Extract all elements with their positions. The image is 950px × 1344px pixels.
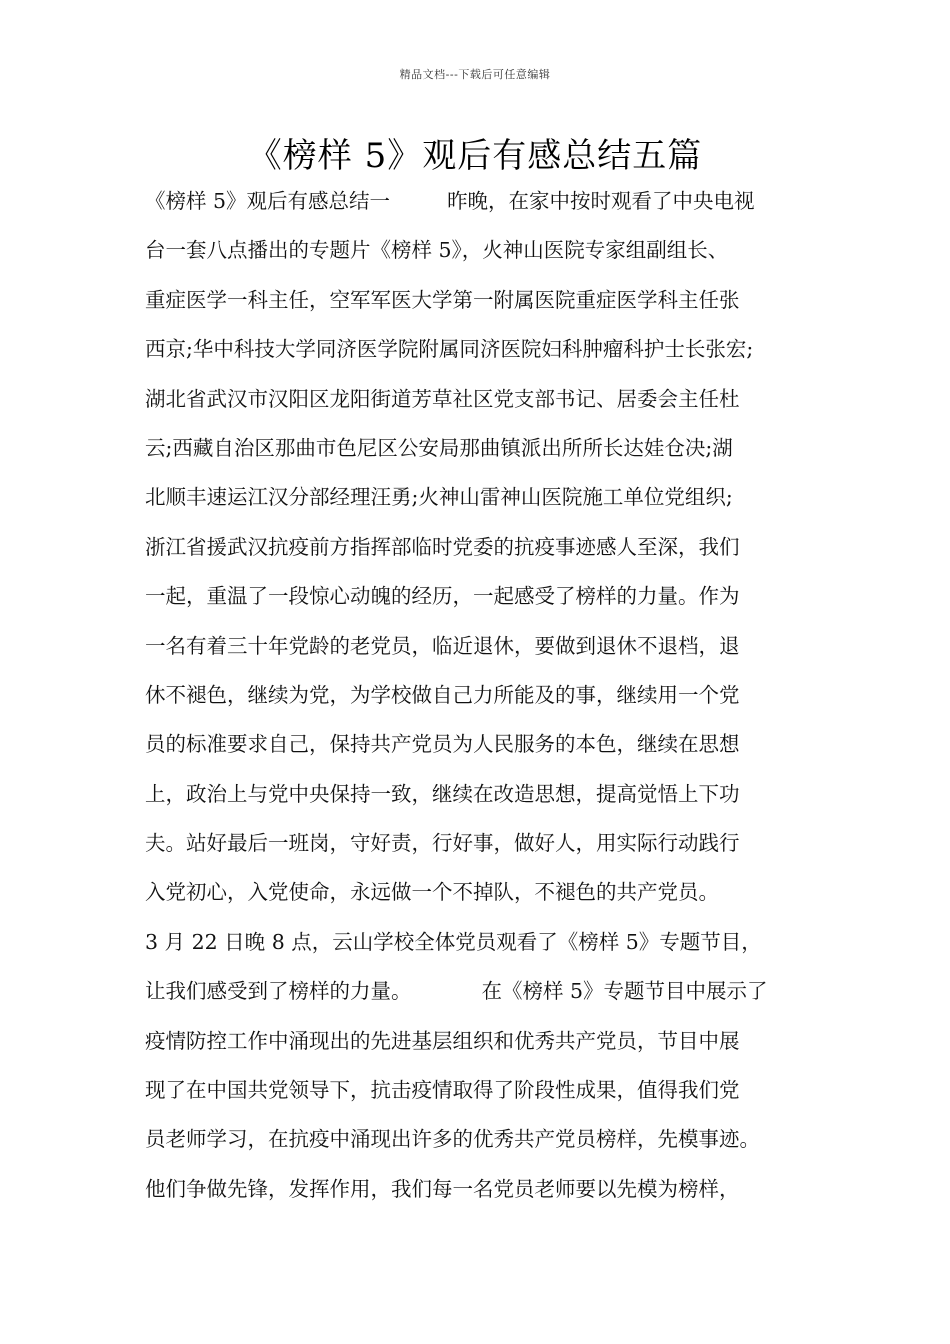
text-line	[145, 1069, 835, 1118]
text-line	[145, 723, 835, 772]
text-line-segment: 员老师学习，在抗疫中涌现出许多的优秀共产党员榜样，先模事迹。	[145, 1127, 760, 1152]
text-line-segment: 重症医学一科主任，空军军医大学第一附属医院重症医学科主任张	[145, 287, 740, 312]
text-line	[145, 180, 835, 229]
text-line	[145, 1168, 835, 1217]
text-line-segment: 北顺丰速运江汉分部经理汪勇;火神山雷神山医院施工单位党组织;	[145, 485, 733, 510]
text-line	[145, 822, 835, 871]
text-line-segment: 3 月 22 日晚 8 点，云山学校全体党员观看了《榜样 5》专题节目，	[145, 929, 762, 954]
text-line	[145, 625, 835, 674]
text-line	[145, 921, 835, 970]
text-line-segment: 上，政治上与党中央保持一致，继续在改造思想，提高觉悟上下功	[145, 781, 740, 806]
text-line-segment: 疫情防控工作中涌现出的先进基层组织和优秀共产党员，节目中展	[145, 1028, 740, 1053]
text-line	[145, 871, 835, 920]
text-line	[145, 773, 835, 822]
text-line-segment: 让我们感受到了榜样的力量。	[145, 979, 412, 1004]
text-line	[145, 674, 835, 723]
text-line-segment: 入党初心，入党使命，永远做一个不掉队，不褪色的共产党员。	[145, 880, 719, 905]
text-line-segment: 一名有着三十年党龄的老党员，临近退休，要做到退休不退档，退	[145, 633, 740, 658]
text-line	[145, 328, 835, 377]
text-line	[145, 476, 835, 525]
text-line	[145, 526, 835, 575]
text-line-segment: 现了在中国共党领导下，抗击疫情取得了阶段性成果，值得我们党	[145, 1078, 740, 1103]
text-line-segment: 浙江省援武汉抗疫前方指挥部临时党委的抗疫事迹感人至深，我们	[145, 534, 740, 559]
text-line	[145, 575, 835, 624]
text-line-segment: 他们争做先锋，发挥作用，我们每一名党员老师要以先模为榜样，	[145, 1176, 740, 1201]
text-line	[145, 1020, 835, 1069]
body-text	[145, 180, 835, 1217]
text-line-segment: 在《榜样 5》专题节目中展示了	[481, 979, 768, 1004]
text-line	[145, 1118, 835, 1167]
header-note: 精品文档---下载后可任意编辑	[399, 68, 551, 81]
text-line-segment: 西京;华中科技大学同济医学院附属同济医院妇科肿瘤科护士长张宏;	[145, 337, 754, 362]
text-line	[145, 970, 835, 1019]
text-line	[145, 427, 835, 476]
document-title: 《榜样 5》观后有感总结五篇	[247, 136, 703, 176]
text-line-segment: 昨晚，在家中按时观看了中央电视	[447, 189, 755, 213]
text-line-segment: 湖北省武汉市汉阳区龙阳街道芳草社区党支部书记、居委会主任杜	[145, 386, 740, 411]
text-line-segment: 《榜样 5》观后有感总结一	[145, 189, 391, 213]
text-line	[145, 229, 835, 278]
text-line	[145, 279, 835, 328]
text-line-segment: 休不褪色，继续为党，为学校做自己力所能及的事，继续用一个党	[145, 682, 740, 707]
text-line-segment: 云;西藏自治区那曲市色尼区公安局那曲镇派出所所长达娃仓决;湖	[145, 435, 733, 460]
text-line-segment: 夫。站好最后一班岗，守好责，行好事，做好人，用实际行动践行	[145, 831, 740, 856]
text-line-segment: 员的标准要求自己，保持共产党员为人民服务的本色，继续在思想	[145, 732, 740, 757]
text-line	[145, 378, 835, 427]
text-line-segment: 一起，重温了一段惊心动魄的经历，一起感受了榜样的力量。作为	[145, 584, 740, 609]
text-line-segment: 台一套八点播出的专题片《榜样 5》，火神山医院专家组副组长、	[145, 238, 729, 263]
